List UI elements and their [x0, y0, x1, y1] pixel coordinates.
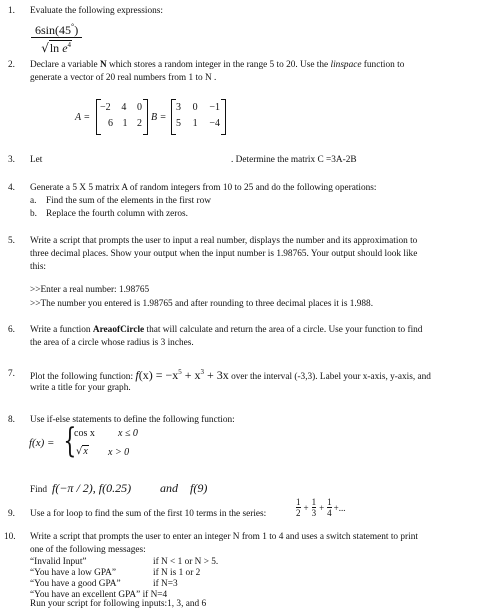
- function-symbol: f: [135, 368, 139, 382]
- message-text: “You have a low GPA”: [30, 568, 116, 578]
- sub-item-text: Replace the fourth column with zeros.: [46, 209, 188, 219]
- function-body: + x: [181, 368, 201, 382]
- sqrt-radicand: [49, 40, 72, 55]
- degree-symbol: °: [71, 22, 75, 31]
- question-text: . Determine the matrix C =3A-2B: [231, 155, 357, 165]
- question-number: 3.: [8, 155, 15, 165]
- fraction-denominator: [31, 38, 82, 55]
- numerator-text: 6sin(45: [35, 23, 71, 37]
- matrix-cell: −1: [209, 102, 220, 113]
- matrix-a-label: A =: [75, 112, 91, 123]
- question-number: 10.: [4, 532, 16, 542]
- find-label: Find: [30, 485, 48, 495]
- question-number: 4.: [8, 183, 15, 193]
- let-label: Let: [30, 155, 43, 165]
- term-denominator: 4: [327, 508, 332, 518]
- series-term: [312, 497, 317, 518]
- case-2-expression: [76, 446, 89, 458]
- matrix-cell: 6: [108, 118, 113, 129]
- term-numerator: 1: [327, 497, 332, 507]
- matrix-a: [100, 100, 142, 132]
- term-denominator: 2: [296, 508, 301, 518]
- question-number: 5.: [8, 236, 15, 246]
- question-number: 2.: [8, 60, 15, 70]
- text-segment: which stores a random integer in the range 5 to 20. Use the: [106, 60, 331, 70]
- message-text: “You have an excellent GPA” if N=4: [30, 590, 168, 600]
- case-1-condition: x ≤ 0: [118, 428, 138, 439]
- find-expression: f(−π / 2), f(0.25): [52, 481, 132, 495]
- ln-text: ln: [49, 41, 60, 55]
- variable-name: N: [99, 60, 107, 70]
- function-name: AreaofCircle: [92, 325, 145, 335]
- case-1-expression: cos x: [74, 428, 95, 439]
- term-denominator: 3: [311, 508, 317, 518]
- message-condition: if N=3: [153, 579, 178, 589]
- message-condition: if N is 1 or 2: [153, 568, 201, 578]
- series-term: [296, 497, 301, 518]
- exponent: 4: [67, 41, 72, 49]
- term-numerator: 1: [311, 497, 317, 507]
- question-number: 1.: [8, 6, 15, 16]
- matrix-a-row: [100, 100, 142, 116]
- series-expression: [296, 497, 345, 518]
- question-text: Generate a 5 X 5 matrix A of random integers from 10 to 25 and do the following operations:: [30, 183, 377, 193]
- question-text: Evaluate the following expressions:: [30, 6, 163, 16]
- matrix-cell: 0: [136, 102, 142, 113]
- matrix-a-row: [100, 116, 142, 132]
- question-text-line: this:: [30, 262, 47, 272]
- sample-output-line: >>Enter a real number: 1.98765: [30, 285, 150, 295]
- plus-sign: +: [303, 502, 309, 513]
- matrix-cell: 2: [137, 118, 142, 129]
- sqrt-symbol: √: [76, 446, 83, 457]
- question-text-line: three decimal places. Show your output when the input number is 1.98765. Your output should look like: [30, 249, 418, 259]
- matrix-cell: −4: [209, 118, 220, 129]
- matrix-cell: 0: [192, 102, 198, 113]
- question-text-line2: the area of a circle whose radius is 3 inches.: [30, 338, 194, 348]
- question-text-line2: generate a vector of 20 real numbers from 1 to N .: [30, 73, 217, 83]
- message-text: “Invalid Input”: [30, 557, 87, 567]
- matrix-cell: −2: [100, 102, 111, 113]
- question-number: 6.: [8, 325, 15, 335]
- sub-item-label: b.: [30, 209, 37, 219]
- question-text: [30, 324, 495, 336]
- question-text: Use if-else statements to define the following function:: [30, 415, 235, 425]
- sub-item-text: Find the sum of the elements in the first row: [46, 196, 211, 206]
- sqrt-symbol: √: [41, 41, 49, 55]
- plus-sign: +: [319, 502, 325, 513]
- matrix-cell: 5: [176, 118, 181, 129]
- expression-fraction: [31, 20, 82, 55]
- exponent: 3: [200, 368, 205, 376]
- matrix-b-label: B =: [151, 112, 167, 123]
- matrix-b-right-bracket: [221, 99, 226, 135]
- text-segment: Declare a variable: [30, 60, 100, 70]
- question-number: 8.: [8, 415, 15, 425]
- function-body: + 3x: [204, 368, 229, 382]
- sqrt-radicand: x: [83, 446, 88, 457]
- question-text-line: one of the following messages:: [30, 545, 146, 555]
- matrix-cell: 4: [121, 102, 127, 113]
- function-body: (x) = −x: [138, 368, 179, 382]
- find-and: and: [160, 481, 178, 495]
- sub-item-label: a.: [30, 196, 37, 206]
- question-text-line: Write a script that prompts the user to enter an integer N from 1 to 4 and uses a switch statement to print: [30, 532, 418, 542]
- text-segment: over the interval (-3,3). Label your x-axis, y-axis, and: [228, 372, 431, 382]
- exponent: 5: [178, 368, 182, 376]
- numerator-close: ): [74, 23, 79, 37]
- matrix-cell: 1: [192, 118, 198, 129]
- find-last-expression: f(9): [190, 481, 208, 495]
- piecewise-label: f(x) =: [29, 437, 55, 449]
- question-number: 9.: [8, 509, 15, 519]
- text-segment: Write a function: [30, 325, 93, 335]
- question-text-line: Write a script that prompts the user to input a real number, displays the number and its approximation to: [30, 236, 418, 246]
- e-text: e: [62, 41, 68, 55]
- text-segment: Plot the following function:: [30, 372, 136, 382]
- matrix-cell: 3: [176, 102, 181, 113]
- message-text: “You have a good GPA”: [30, 579, 121, 589]
- matrix-b-row: [176, 116, 220, 132]
- question-text: [30, 366, 495, 383]
- matrix-cell: 1: [122, 118, 128, 129]
- question-text: Use a for loop to find the sum of the first 10 terms in the series:: [30, 509, 267, 519]
- question-number: 7.: [8, 369, 15, 379]
- run-instruction: Run your script for following inputs:1, 3, and 6: [30, 599, 207, 609]
- text-segment: function to: [361, 60, 405, 70]
- matrix-a-right-bracket: [143, 99, 148, 135]
- function-expression: [135, 368, 228, 382]
- text-segment: that will calculate and return the area of a circle. Use your function to find: [144, 325, 423, 335]
- question-text-line2: write a title for your graph.: [30, 383, 131, 393]
- sample-output-line: >>The number you entered is 1.98765 and after rounding to three decimal places it is 1.988.: [30, 299, 374, 309]
- fraction-numerator: [31, 20, 82, 37]
- function-name: linspace: [330, 60, 362, 70]
- series-term: [327, 497, 332, 518]
- term-numerator: 1: [296, 497, 301, 507]
- case-2-condition: x > 0: [108, 447, 130, 458]
- matrix-b-row: [176, 100, 220, 116]
- message-condition: if N < 1 or N > 5.: [153, 557, 219, 567]
- question-text: [30, 59, 490, 71]
- matrix-b: [176, 100, 220, 132]
- left-brace-icon: {: [63, 421, 77, 461]
- series-tail: +...: [333, 502, 346, 513]
